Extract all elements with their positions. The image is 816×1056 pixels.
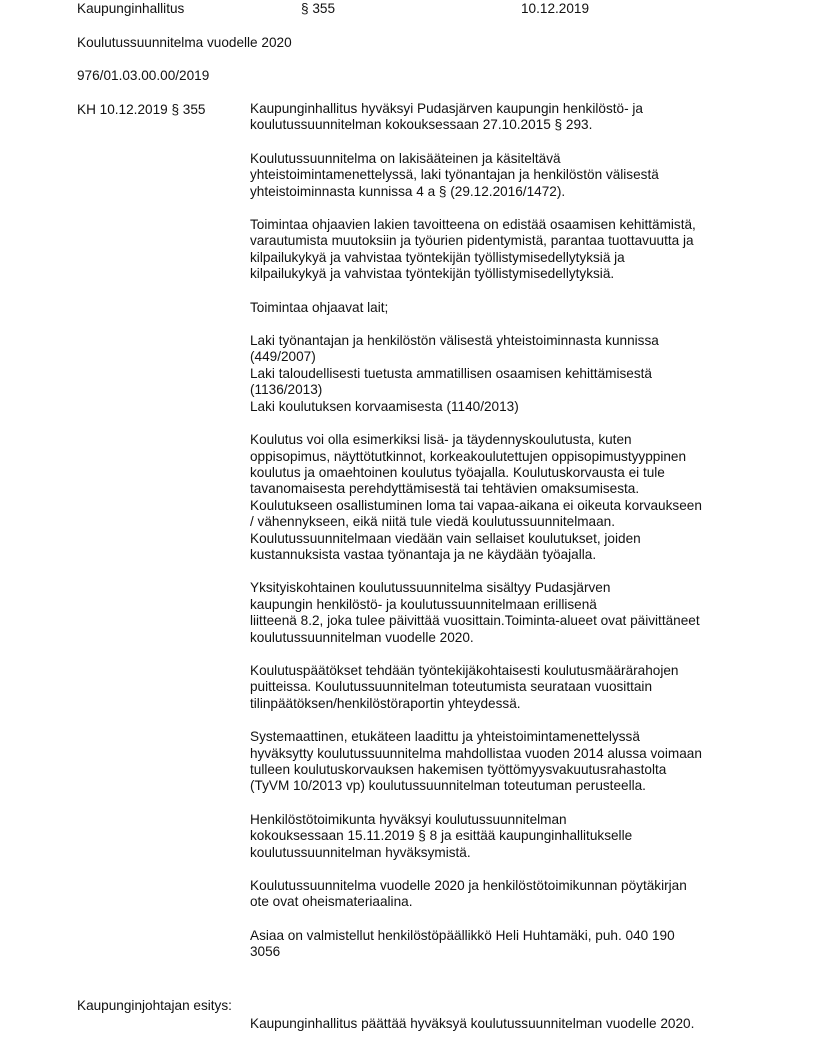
paragraph-line: Yksityiskohtainen koulutussuunnitelma sisältyy Pudasjärven	[250, 580, 611, 596]
paragraph-line: kokouksessaan 15.11.2019 § 8 ja esittää kaupunginhallitukselle	[250, 828, 633, 844]
paragraph-line: Toimintaa ohjaavat lait;	[250, 299, 389, 315]
paragraph-line: tavanomaisesta perehdyttämisestä tai tehtävien omaksumisesta.	[250, 481, 640, 497]
paragraph-line: Koulutussuunnitelmaan viedään vain sellaiset koulutukset, joiden	[250, 530, 641, 546]
proposal-label: Kaupunginjohtajan esitys:	[77, 998, 232, 1013]
paragraph-line: Toimintaa ohjaavien lakien tavoitteena on edistää osaamisen kehittämistä,	[250, 217, 696, 233]
paragraph-line: liitteenä 8.2, joka tulee päivittää vuosittain.Toiminta-alueet ovat päivittäneet	[250, 613, 700, 629]
paragraph-line: tilinpäätöksen/henkilöstöraportin yhteydessä.	[250, 695, 521, 711]
paragraph-line: hyväksytty koulutussuunnitelma mahdollistaa vuoden 2014 alussa voimaan	[250, 745, 702, 761]
document-title: Koulutussuunnitelma vuodelle 2020	[77, 35, 292, 50]
body-paragraph	[250, 812, 750, 861]
paragraph-line: puitteissa. Koulutussuunnitelman toteutumista seurataan vuosittain	[250, 679, 653, 695]
paragraph-line: varautumista muutoksiin ja työurien pidentymistä, parantaa tuottavuutta ja	[250, 233, 694, 249]
header-section-number: § 355	[301, 1, 336, 16]
body-paragraph	[250, 217, 750, 283]
body-paragraph	[250, 729, 750, 795]
paragraph-line: Laki työnantajan ja henkilöstön välisestä yhteistoiminnasta kunnissa	[250, 333, 659, 349]
paragraph-line: Systemaattinen, etukäteen laadittu ja yhteistoimintamenettelyssä	[250, 729, 640, 745]
body-paragraph	[250, 151, 750, 200]
paragraph-line: (TyVM 10/2013 vp) koulutussuunnitelman toteutuman perusteella.	[250, 778, 646, 794]
proposal-text: Kaupunginhallitus päättää hyväksyä koulutussuunnitelman vuodelle 2020.	[250, 1016, 695, 1031]
body-paragraph	[250, 300, 750, 316]
paragraph-line: koulutus ja omaehtoinen koulutus työajalla. Koulutuskorvausta ei tule	[250, 464, 665, 480]
paragraph-line: kilpailukykyä ja vahvistaa työntekijän työllistymisedellytyksiä ja	[250, 249, 625, 265]
paragraph-line: kaupungin henkilöstö- ja koulutussuunnitelmaan erillisenä	[250, 596, 597, 612]
paragraph-line: koulutussuunnitelman vuodelle 2020.	[250, 629, 474, 645]
paragraph-line: kustannuksista vastaa työnantaja ja ne käydään työajalla.	[250, 546, 597, 562]
document-body	[250, 101, 750, 978]
document-number: 976/01.03.00.00/2019	[77, 68, 210, 83]
paragraph-line: ote ovat oheismateriaalina.	[250, 894, 413, 910]
body-paragraph	[250, 663, 750, 712]
paragraph-line: 3056	[250, 944, 281, 960]
body-paragraph	[250, 333, 750, 415]
paragraph-line: Henkilöstötoimikunta hyväksyi koulutussuunnitelman	[250, 811, 567, 827]
paragraph-line: tulleen koulutuskorvauksen hakemisen työttömyysvakuutusrahastolta	[250, 762, 667, 777]
paragraph-line: Koulutus voi olla esimerkiksi lisä- ja täydennyskoulutusta, kuten	[250, 432, 632, 448]
meeting-reference: KH 10.12.2019 § 355	[77, 102, 206, 117]
body-paragraph	[250, 580, 750, 646]
header-date: 10.12.2019	[521, 1, 590, 16]
paragraph-line: Laki koulutuksen korvaamisesta (1140/2013)	[250, 398, 519, 414]
paragraph-line: Koulutuspäätökset tehdään työntekijäkohtaisesti koulutusmäärärahojen	[250, 662, 679, 678]
paragraph-line: yhteistoimintamenettelyssä, laki työnantajan ja henkilöstön välisestä	[250, 167, 659, 183]
header-body-name: Kaupunginhallitus	[77, 1, 185, 16]
paragraph-line: (1136/2013)	[250, 382, 323, 398]
paragraph-line: Asiaa on valmistellut henkilöstöpäällikkö Heli Huhtamäki, puh. 040 190	[250, 927, 675, 943]
paragraph-line: yhteistoiminnasta kunnissa 4 a § (29.12.2016/1472).	[250, 183, 566, 199]
paragraph-line: / vähennykseen, eikä niitä tule viedä koulutussuunnitelmaan.	[250, 514, 616, 530]
paragraph-line: koulutussuunnitelman hyväksymistä.	[250, 844, 471, 860]
paragraph-line: Laki taloudellisesti tuetusta ammatillisen osaamisen kehittämisestä	[250, 365, 652, 381]
body-paragraph	[250, 878, 750, 911]
paragraph-line: oppisopimus, näyttötutkinnot, korkeakoulutettujen oppisopimustyyppinen	[250, 448, 687, 464]
body-paragraph	[250, 928, 750, 961]
paragraph-line: Koulutussuunnitelma on lakisääteinen ja käsiteltävä	[250, 150, 561, 166]
paragraph-line: Koulutukseen osallistuminen loma tai vapaa-aikana ei oikeuta korvaukseen	[250, 497, 702, 513]
paragraph-line: koulutussuunnitelman kokouksessaan 27.10.2015 § 293.	[250, 117, 593, 133]
paragraph-line: Kaupunginhallitus hyväksyi Pudasjärven kaupungin henkilöstö- ja	[250, 101, 643, 116]
body-paragraph	[250, 432, 750, 563]
paragraph-line: Koulutussuunnitelma vuodelle 2020 ja henkilöstötoimikunnan pöytäkirjan	[250, 878, 687, 894]
paragraph-line: kilpailukykyä ja vahvistaa työntekijän työllistymisedellytyksiä.	[250, 266, 615, 282]
paragraph-line: (449/2007)	[250, 349, 316, 365]
body-paragraph	[250, 101, 750, 134]
